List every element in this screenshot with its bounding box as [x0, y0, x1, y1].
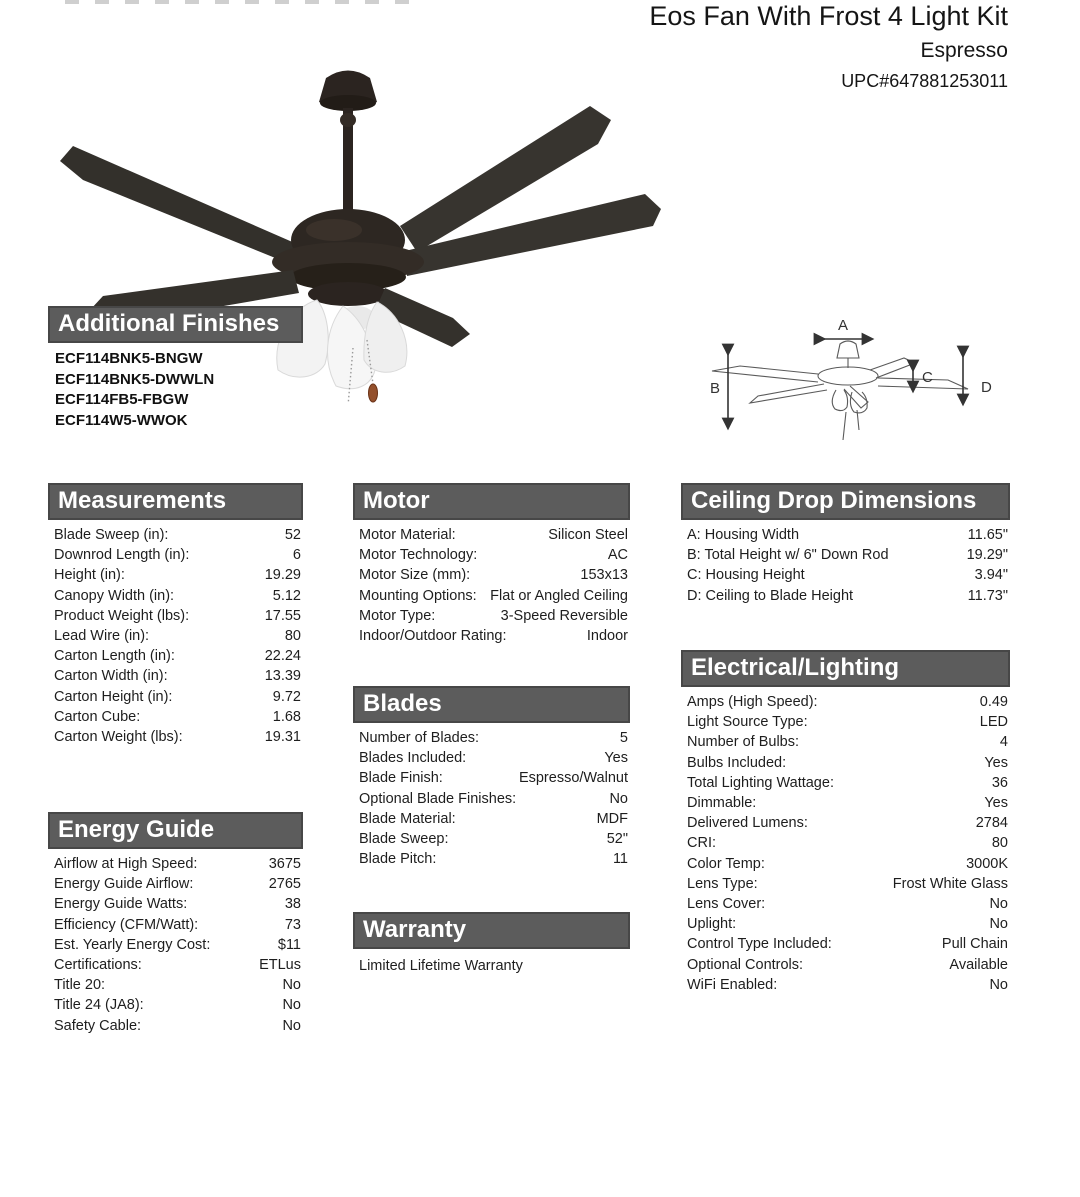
spec-row [681, 565, 1010, 585]
spec-label: Certifications: [54, 957, 142, 974]
spec-label: Color Temp: [687, 855, 765, 872]
dim-label-c: C [922, 369, 933, 386]
spec-label: Height (in): [54, 567, 125, 584]
list-item: ECF114BNK5-BNGW [55, 350, 203, 367]
spec-row [681, 813, 1010, 833]
warranty-heading: Warranty [353, 912, 630, 949]
spec-value: 52" [606, 831, 628, 848]
warranty-text: Limited Lifetime Warranty [359, 958, 523, 974]
spec-row [681, 955, 1010, 975]
spec-value: 73 [284, 916, 301, 933]
spec-label: Mounting Options: [359, 587, 477, 604]
spec-label: CRI: [687, 835, 716, 852]
energy-guide-heading: Energy Guide [48, 812, 303, 849]
spec-label: Blade Sweep (in): [54, 527, 169, 543]
spec-row [48, 707, 303, 727]
spec-label: Blade Pitch: [359, 851, 437, 868]
spec-value: 19.29 [264, 567, 301, 584]
spec-value: Yes [984, 754, 1008, 771]
spec-label: Safety Cable: [54, 1017, 142, 1034]
spec-value: Yes [604, 750, 628, 767]
list-item: ECF114BNK5-DWWLN [55, 370, 215, 388]
list-item: ECF114W5-WWOK [55, 411, 188, 429]
spec-label: Blades Included: [359, 750, 467, 767]
spec-row [48, 854, 303, 874]
spec-row [353, 525, 630, 545]
spec-row [681, 914, 1010, 934]
spec-label: Control Type Included: [687, 936, 832, 953]
spec-value: Pull Chain [941, 936, 1008, 953]
spec-value: 36 [991, 774, 1008, 791]
spec-value: Indoor [586, 628, 628, 645]
ceiling-drop-dimensions-section [681, 483, 1010, 606]
spec-row [681, 874, 1010, 894]
spec-value: 6 [292, 547, 301, 564]
spec-row [353, 606, 630, 626]
page-title: Eos Fan With Frost 4 Light Kit [649, 1, 1008, 31]
spec-label: Carton Width (in): [54, 668, 168, 685]
spec-label: A: Housing Width [687, 527, 800, 543]
spec-value: AC [607, 547, 628, 564]
spec-value: LED [979, 714, 1008, 731]
additional-finishes-list [48, 343, 303, 431]
spec-row [48, 545, 303, 565]
spec-row [48, 935, 303, 955]
spec-row [48, 1016, 303, 1036]
spec-row [48, 666, 303, 686]
spec-label: Optional Controls: [687, 956, 804, 973]
spec-value: 11.65" [967, 527, 1008, 543]
spec-row [48, 727, 303, 747]
spec-label: Est. Yearly Energy Cost: [54, 936, 211, 953]
spec-label: Motor Technology: [359, 547, 478, 564]
spec-value: 5 [619, 730, 628, 746]
measurements-section [48, 483, 303, 747]
spec-label: Uplight: [687, 916, 737, 933]
spec-label: Blade Finish: [359, 770, 443, 787]
spec-label: Motor Type: [359, 607, 436, 624]
spec-row [353, 748, 630, 768]
spec-value: 22.24 [264, 648, 301, 665]
spec-row [353, 728, 630, 748]
spec-value: $11 [277, 936, 301, 953]
motor-section [353, 483, 630, 646]
spec-label: WiFi Enabled: [687, 976, 778, 993]
spec-row [681, 525, 1010, 545]
additional-finishes-section [48, 306, 303, 431]
spec-label: Energy Guide Watts: [54, 896, 188, 913]
spec-value: No [282, 997, 301, 1014]
spec-row [353, 829, 630, 849]
spec-value: ETLus [259, 957, 301, 974]
spec-label: Lens Type: [687, 875, 758, 892]
spec-label: Energy Guide Airflow: [54, 876, 194, 893]
blades-section [353, 686, 630, 869]
spec-row [48, 586, 303, 606]
spec-value: 3675 [268, 856, 301, 872]
spec-value: Frost White Glass [892, 875, 1008, 892]
spec-row [48, 646, 303, 666]
spec-value: Available [949, 956, 1008, 973]
spec-label: Carton Length (in): [54, 648, 175, 665]
spec-row [48, 915, 303, 935]
spec-row [48, 565, 303, 585]
spec-value: No [282, 1017, 301, 1034]
spec-row [353, 586, 630, 606]
spec-value: 2784 [975, 815, 1008, 832]
spec-value: 3000K [966, 855, 1008, 872]
spec-label: Lead Wire (in): [54, 628, 150, 645]
spec-row [681, 793, 1010, 813]
measurements-heading: Measurements [48, 483, 303, 520]
spec-label: Carton Height (in): [54, 688, 173, 705]
spec-row [353, 789, 630, 809]
spec-value: 80 [284, 628, 301, 645]
spec-label: Airflow at High Speed: [54, 856, 198, 872]
spec-row [353, 849, 630, 869]
spec-value: 5.12 [272, 587, 301, 604]
spec-value: 9.72 [272, 688, 301, 705]
measurements-rows [48, 520, 303, 747]
spec-row [681, 753, 1010, 773]
cropped-logo-fragments [65, 0, 425, 4]
spec-label: Carton Weight (lbs): [54, 729, 183, 746]
spec-value: 19.29" [966, 547, 1008, 564]
warranty-section [353, 912, 630, 974]
spec-row [353, 565, 630, 585]
spec-row [48, 995, 303, 1015]
spec-label: Number of Bulbs: [687, 734, 800, 751]
spec-row [681, 712, 1010, 732]
spec-value: 13.39 [264, 668, 301, 685]
spec-value: Flat or Angled Ceiling [490, 587, 628, 604]
spec-label: Motor Size (mm): [359, 567, 471, 584]
motor-rows [353, 520, 630, 646]
spec-row [48, 874, 303, 894]
spec-value: Espresso/Walnut [518, 770, 628, 787]
spec-value: 38 [284, 896, 301, 913]
spec-value: 17.55 [264, 607, 301, 624]
spec-label: Amps (High Speed): [687, 694, 818, 710]
spec-row [681, 545, 1010, 565]
spec-value: 2765 [268, 876, 301, 893]
spec-row [681, 773, 1010, 793]
spec-row [48, 687, 303, 707]
spec-label: Title 20: [54, 977, 106, 994]
spec-row [353, 809, 630, 829]
spec-label: Lens Cover: [687, 896, 766, 913]
spec-value: 11 [612, 851, 628, 868]
spec-value: 4 [999, 734, 1008, 751]
dimension-diagram [700, 308, 1012, 460]
spec-label: Downrod Length (in): [54, 547, 190, 564]
ceiling-drop-heading: Ceiling Drop Dimensions [681, 483, 1010, 520]
spec-label: Total Lighting Wattage: [687, 774, 834, 791]
spec-row [48, 975, 303, 995]
dim-label-b: B [710, 380, 721, 397]
diagram-fan-drawing [712, 341, 968, 440]
ceiling-drop-rows [681, 520, 1010, 606]
spec-value: 153x13 [580, 567, 628, 584]
spec-label: Motor Material: [359, 527, 456, 543]
spec-row [48, 626, 303, 646]
spec-value: 80 [991, 835, 1008, 852]
spec-label: Optional Blade Finishes: [359, 790, 517, 807]
blades-heading: Blades [353, 686, 630, 723]
spec-row [681, 975, 1010, 995]
spec-row [48, 606, 303, 626]
dim-label-d: D [981, 379, 992, 396]
spec-value: No [989, 916, 1008, 933]
spec-label: Title 24 (JA8): [54, 997, 144, 1014]
spec-value: No [282, 977, 301, 994]
spec-label: Product Weight (lbs): [54, 607, 190, 624]
spec-row [48, 525, 303, 545]
spec-row [353, 768, 630, 788]
spec-value: 19.31 [264, 729, 301, 746]
fan-canopy [319, 71, 377, 211]
spec-label: D: Ceiling to Blade Height [687, 587, 854, 604]
spec-row [681, 692, 1010, 712]
spec-row [681, 833, 1010, 853]
spec-value: 0.49 [979, 694, 1008, 710]
spec-value: 3-Speed Reversible [500, 607, 628, 624]
spec-label: Delivered Lumens: [687, 815, 808, 832]
spec-value: No [609, 790, 628, 807]
electrical-lighting-heading: Electrical/Lighting [681, 650, 1010, 687]
spec-value: 52 [284, 527, 301, 543]
spec-label: Canopy Width (in): [54, 587, 175, 604]
spec-label: Bulbs Included: [687, 754, 787, 771]
spec-row [681, 854, 1010, 874]
spec-value: Silicon Steel [548, 527, 628, 543]
spec-label: Number of Blades: [359, 730, 480, 746]
energy-guide-rows [48, 849, 303, 1036]
spec-value: Yes [984, 795, 1008, 812]
upc-code: UPC#647881253011 [841, 71, 1008, 91]
spec-label: C: Housing Height [687, 567, 805, 584]
spec-label: Blade Sweep: [359, 831, 449, 848]
spec-value: 11.73" [967, 587, 1008, 604]
electrical-lighting-section [681, 650, 1010, 995]
spec-row [681, 894, 1010, 914]
list-item: ECF114FB5-FBGW [55, 391, 189, 408]
spec-label: Efficiency (CFM/Watt): [54, 916, 199, 933]
spec-value: 3.94" [974, 567, 1008, 584]
spec-row [48, 894, 303, 914]
motor-heading: Motor [353, 483, 630, 520]
spec-row [353, 626, 630, 646]
electrical-lighting-rows [681, 687, 1010, 995]
spec-value: 1.68 [272, 708, 301, 725]
spec-label: Dimmable: [687, 795, 757, 812]
spec-label: Indoor/Outdoor Rating: [359, 628, 507, 645]
spec-row [48, 955, 303, 975]
spec-value: MDF [596, 810, 628, 827]
spec-row [681, 586, 1010, 606]
additional-finishes-heading: Additional Finishes [48, 306, 303, 343]
spec-row [681, 934, 1010, 954]
blades-rows [353, 723, 630, 869]
spec-label: B: Total Height w/ 6" Down Rod [687, 547, 889, 564]
spec-row [353, 545, 630, 565]
spec-label: Blade Material: [359, 810, 456, 827]
spec-label: Carton Cube: [54, 708, 141, 725]
spec-row [681, 732, 1010, 752]
spec-label: Light Source Type: [687, 714, 808, 731]
spec-value: No [989, 896, 1008, 913]
spec-value: No [989, 976, 1008, 993]
finish-name: Espresso [920, 39, 1008, 62]
energy-guide-section [48, 812, 303, 1036]
dim-label-a: A [838, 317, 849, 334]
